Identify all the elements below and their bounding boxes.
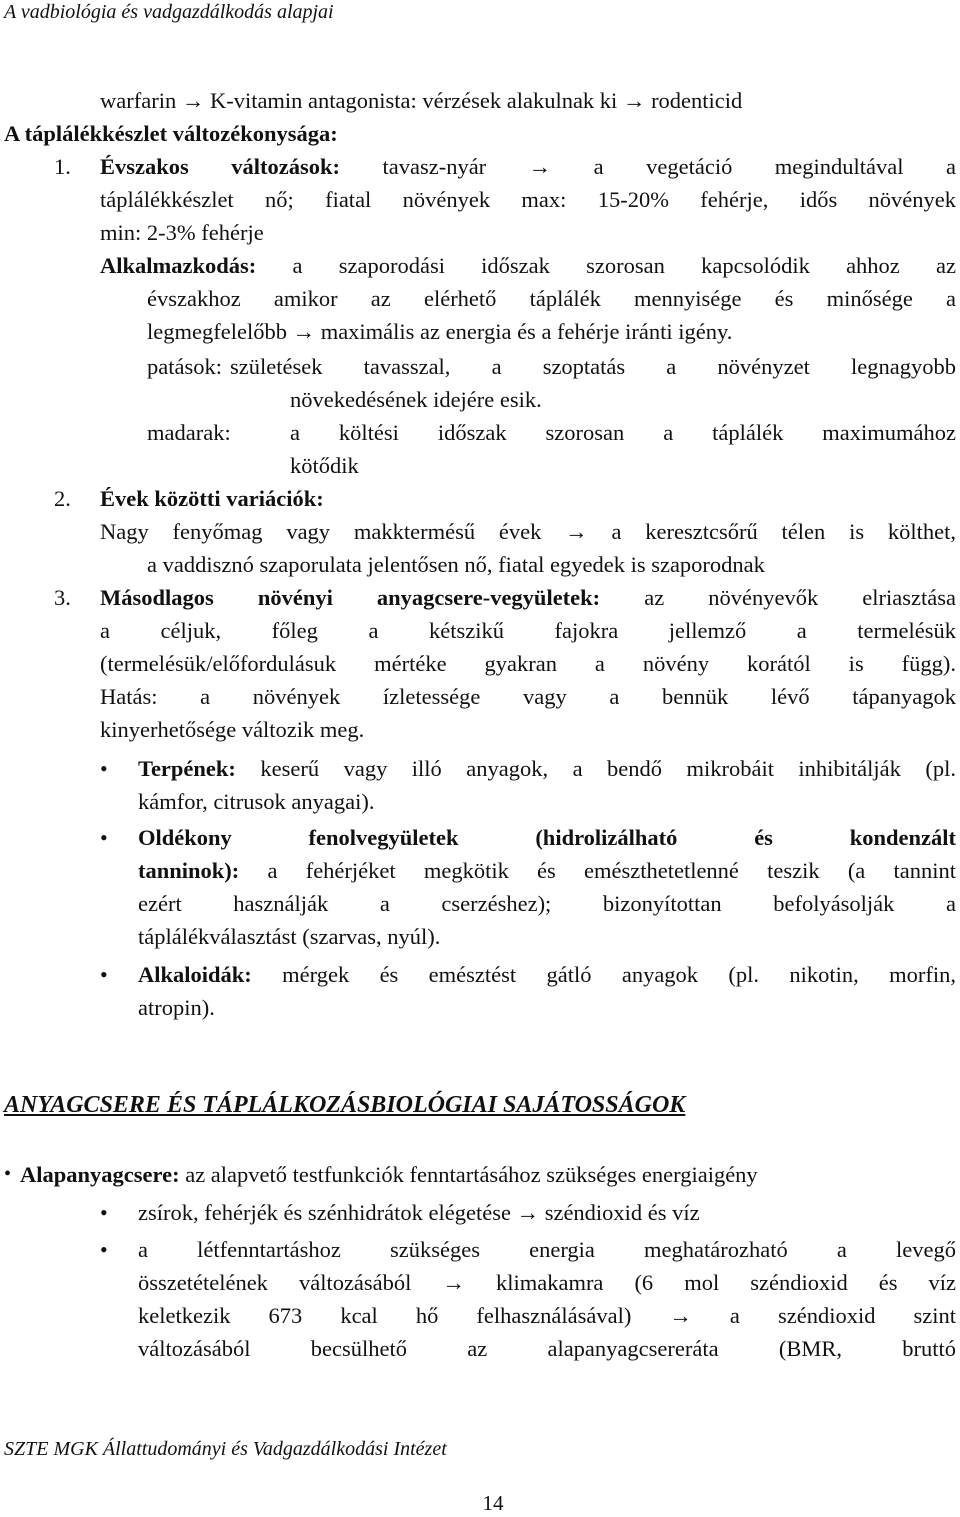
text-line: min: 2-3% fehérje	[100, 220, 264, 245]
section-title: ANYAGCSERE ÉS TÁPLÁLKOZÁSBIOLÓGIAI SAJÁTOSSÁGOK	[4, 1092, 686, 1118]
text-line: ezért használják a cserzéshez); bizonyítottan befolyásolják a	[138, 891, 956, 916]
label-patasok: patások:	[147, 354, 222, 379]
list-number: 3.	[54, 585, 71, 610]
text-line	[138, 752, 956, 785]
bullet-dot: •	[100, 825, 108, 850]
text-line	[20, 1158, 758, 1191]
text-line	[138, 854, 956, 887]
text-span: az növényevők elriasztása	[600, 585, 957, 610]
text-span: a szaporodási időszak szorosan kapcsolódik ahhoz az	[256, 253, 956, 278]
text-line: a céljuk, főleg a kétszikű fajokra jellemző a termelésük	[100, 618, 956, 643]
bullet-dot: •	[100, 1237, 108, 1262]
list-number: 2.	[54, 486, 71, 511]
text-span: az alapvető testfunkciók fenntartásához szükséges energiaigény	[179, 1162, 758, 1187]
text-line: keletkezik 673 kcal hő felhasználásával) → a széndioxid szint	[138, 1303, 956, 1328]
term: Évszakos változások:	[100, 154, 340, 179]
page-number: 14	[482, 1491, 504, 1515]
text-line: atropin).	[138, 995, 215, 1020]
term: tanninok):	[138, 858, 240, 883]
footer-institute: SZTE MGK Állattudományi és Vadgazdálkodási Intézet	[4, 1438, 447, 1460]
text-line: évszakhoz amikor az elérhető táplálék mennyisége és minősége a	[147, 286, 956, 311]
text-line: táplálékválasztást (szarvas, nyúl).	[138, 924, 441, 949]
text-line	[138, 958, 956, 991]
bullet-dot: •	[100, 756, 108, 781]
text-line: összetételének változásából → klimakamra (6 mol széndioxid és víz	[138, 1270, 956, 1295]
text-line: növekedésének idejére esik.	[290, 387, 542, 412]
list-number: 1.	[54, 154, 71, 179]
term: Alkalmazkodás:	[100, 253, 257, 278]
label-madarak: madarak:	[147, 420, 231, 445]
text-line: Hatás: a növények ízletessége vagy a bennük lévő tápanyagok	[100, 684, 956, 709]
text-line: zsírok, fehérjék és szénhidrátok elégetése → széndioxid és víz	[138, 1200, 700, 1225]
term: Alkaloidák:	[138, 962, 252, 987]
text-span: keserű vagy illó anyagok, a bendő mikrobáit inhibitálják (pl.	[235, 756, 956, 781]
text-span: a fehérjéket megkötik és emészthetetlenné teszik (a tannint	[239, 858, 956, 883]
text-line	[100, 249, 956, 282]
bullet-small-dot: •	[4, 1163, 12, 1185]
text-line: (termelésük/előfordulásuk mértéke gyakran a növény korától is függ).	[100, 651, 956, 676]
running-header: A vadbiológia és vadgazdálkodás alapjai	[4, 1, 334, 23]
term: Évek közötti variációk:	[100, 486, 324, 511]
text-line: a vaddisznó szaporulata jelentősen nő, fiatal egyedek is szaporodnak	[147, 552, 765, 577]
text-line: táplálékkészlet nő; fiatal növények max: 15-20% fehérje, idős növények	[100, 187, 956, 212]
bullet-dot: •	[100, 1200, 108, 1225]
text-line: Nagy fenyőmag vagy makktermésű évek → a keresztcsőrű télen is költhet,	[100, 519, 956, 544]
text-line	[100, 150, 956, 183]
text-line: Oldékony fenolvegyületek (hidrolizálható és kondenzált	[138, 825, 956, 850]
text-line: kinyerhetősége változik meg.	[100, 717, 365, 742]
text-line: születések tavasszal, a szoptatás a növényzet legnagyobb	[230, 354, 956, 379]
term: Alapanyagcsere:	[20, 1162, 180, 1187]
text-line: változásából becsülhető az alapanyagcsereráta (BMR, bruttó	[138, 1336, 956, 1361]
text-span: tavasz-nyár → a vegetáció megindultával a	[340, 154, 956, 179]
term: Terpének:	[138, 756, 236, 781]
text-line: kámfor, citrusok anyagai).	[138, 789, 375, 814]
subsection-heading: A táplálékkészlet változékonysága:	[4, 121, 338, 146]
bullet-dot: •	[100, 962, 108, 987]
text-line: a költési időszak szorosan a táplálék maximumához	[290, 420, 956, 445]
text-span: mérgek és emésztést gátló anyagok (pl. nikotin, morfin,	[251, 962, 956, 987]
text-line: a létfenntartáshoz szükséges energia meghatározható a levegő	[138, 1237, 956, 1262]
text-line: warfarin → K-vitamin antagonista: vérzések alakulnak ki → rodenticid	[100, 88, 743, 113]
text-line: kötődik	[290, 453, 359, 478]
term: Másodlagos növényi anyagcsere-vegyületek:	[100, 585, 601, 610]
text-line	[100, 581, 956, 614]
text-line: legmegfelelőbb → maximális az energia és a fehérje iránti igény.	[147, 319, 733, 344]
